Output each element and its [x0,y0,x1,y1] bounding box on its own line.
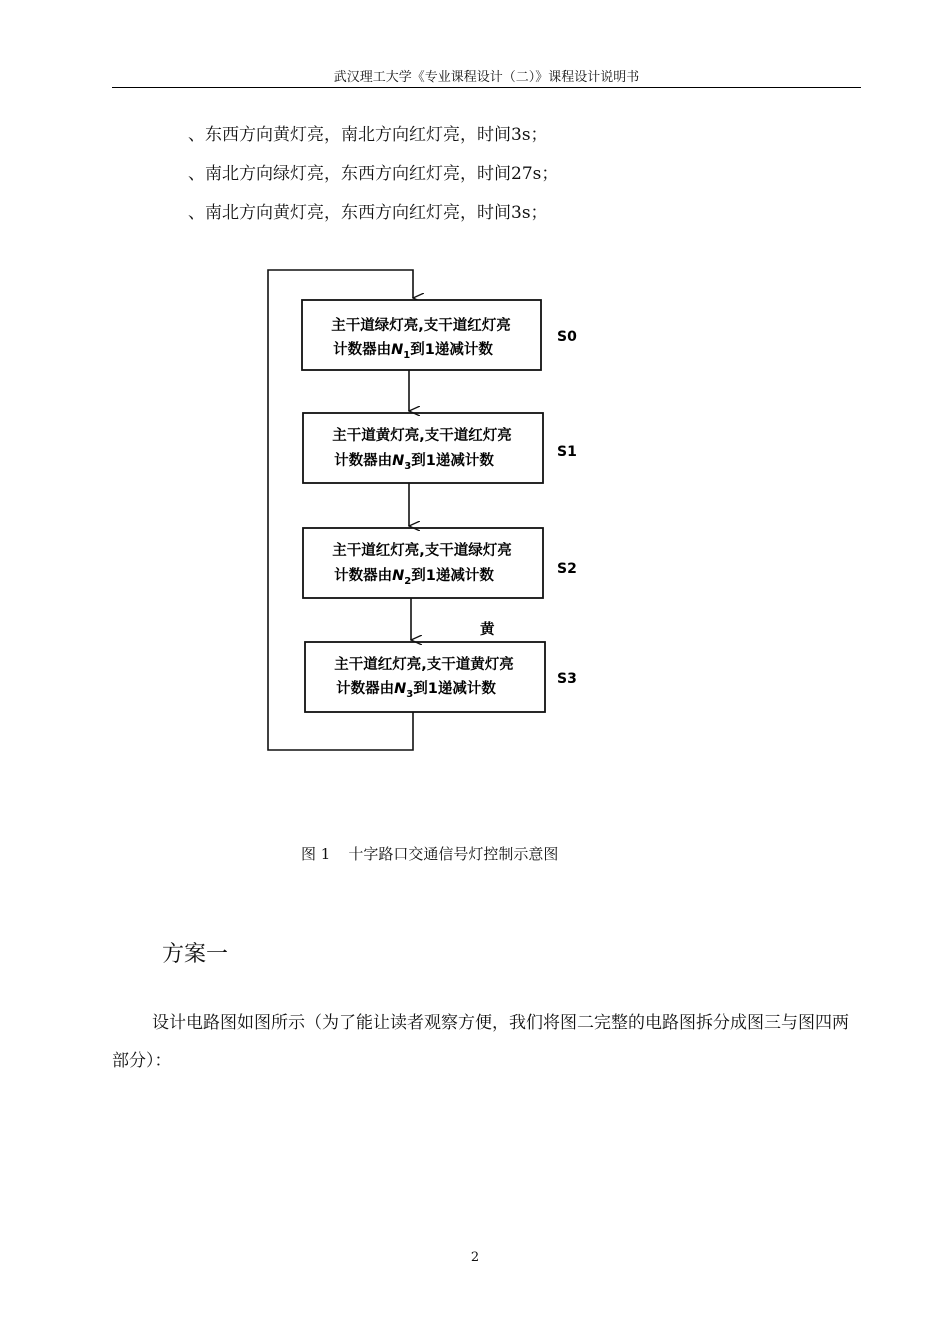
state-s1-line1: 主干道黄灯亮,支干道红灯亮 [332,428,512,444]
state-s2-line1: 主干道红灯亮,支干道绿灯亮 [332,543,512,559]
state-box-s3 [305,642,545,712]
page-header: 武汉理工大学《专业课程设计（二）》课程设计说明书 [333,70,640,85]
state-box-s1 [303,413,543,483]
body-paragraph: 设计电路图如图所示（为了能让读者观察方便，我们将图二完整的电路图拆分成图三与图四两部分）： [112,1013,849,1071]
transition-label: 黄 [480,622,495,638]
figure-number: 图 1 [301,845,331,863]
state-s2-label: S2 [557,561,577,577]
figure-caption [301,843,558,864]
state-s2-line2: 计数器由$N_2$到1递减计数 [334,568,494,587]
body-line-1: 、东西方向黄灯亮，南北方向红灯亮，时间3s； [188,125,548,145]
state-s0-line2: 计数器由$N_1$到1递减计数 [333,342,493,361]
state-s1-line2: 计数器由$N_3$到1递减计数 [334,453,494,472]
state-s3-label: S3 [557,671,577,687]
figure-caption-text: 十字路口交通信号灯控制示意图 [348,845,559,863]
section-title: 方案一 [162,942,229,967]
state-s3-line2: 计数器由$N_3$到1递减计数 [336,681,496,700]
state-s0-label: S0 [557,329,577,345]
state-s3-line1: 主干道红灯亮,支干道黄灯亮 [334,657,514,673]
state-s1-label: S1 [557,444,577,460]
state-box-s0 [302,300,541,370]
state-s0-line1: 主干道绿灯亮,支干道红灯亮 [331,318,511,334]
body-line-3: 、南北方向黄灯亮，东西方向红灯亮，时间3s； [188,203,548,223]
body-line-2: 、南北方向绿灯亮，东西方向红灯亮，时间27s； [188,164,559,184]
state-box-s2 [303,528,543,598]
page-number: 2 [470,1250,480,1265]
